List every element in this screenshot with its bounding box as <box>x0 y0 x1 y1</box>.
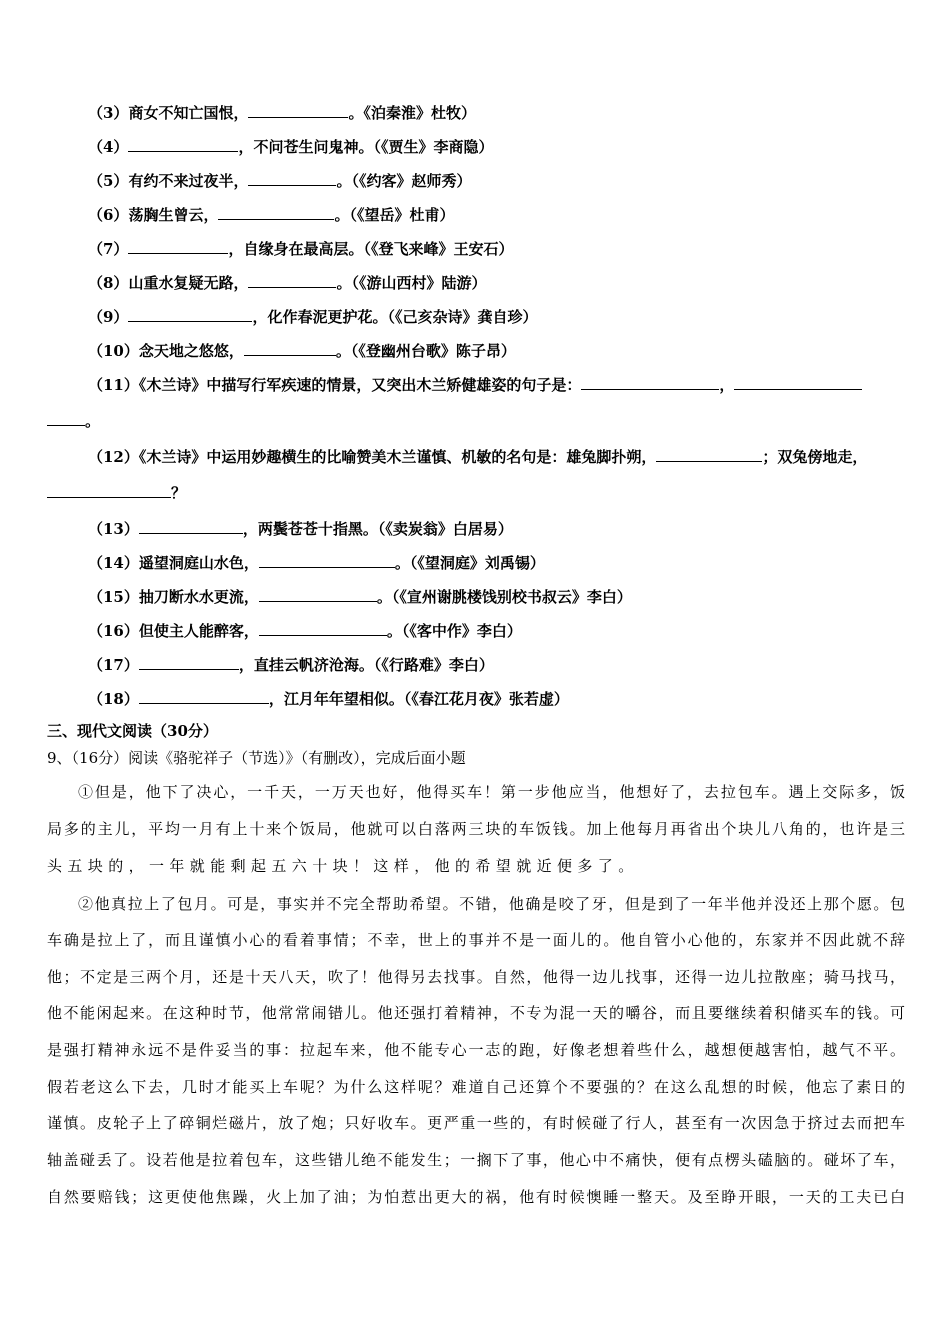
verse-after: ，不问苍生问鬼神。（《贾生》李商隐） <box>238 138 494 156</box>
fill-in-question <box>88 171 471 191</box>
passage-line: ②他真拉上了包月。可是，事实并不完全帮助希望。不错，他确是咬了牙，但是到了一年半他并没还上那个愿。包 <box>78 895 905 913</box>
answer-blank[interactable] <box>656 447 762 462</box>
answer-blank[interactable] <box>128 239 228 254</box>
answer-blank[interactable] <box>139 519 243 534</box>
verse-after: 。（《望岳》杜甫） <box>334 206 455 224</box>
verse-before: 荡胸生曾云， <box>128 206 219 224</box>
question-number: （8） <box>88 274 129 292</box>
question-number: （4） <box>88 138 129 156</box>
question-number: （6） <box>88 206 129 224</box>
passage-line: 头五块的，一年就能剩起五六十块！这样，他的希望就近便多了。 <box>47 857 639 875</box>
fill-in-question <box>88 689 569 709</box>
end-mark: ？ <box>171 484 187 502</box>
verse-after: 。（《客中作》李白） <box>386 622 522 640</box>
verse-after: 。（《宣州谢朓楼饯别校书叔云》李白） <box>376 588 632 606</box>
answer-blank[interactable] <box>248 103 348 118</box>
fill-in-question <box>88 205 454 225</box>
fill-in-question <box>88 587 632 607</box>
fill-in-question <box>88 137 493 157</box>
question-text: （12）《木兰诗》中运用妙趣横生的比喻赞美木兰谨慎、机敏的名句是：雄兔脚扑朔， <box>88 448 657 466</box>
fill-in-question <box>88 307 537 327</box>
answer-blank[interactable] <box>47 411 85 426</box>
fill-in-question-12-cont <box>47 483 186 503</box>
fill-in-question <box>88 553 545 573</box>
question-number: （9） <box>88 308 129 326</box>
question-number: （16） <box>88 622 139 640</box>
answer-blank[interactable] <box>128 307 252 322</box>
passage-line: 他不能闲起来。在这种时节，他常常闹错儿。他还强打着精神，不专为混一天的嚼谷，而且要继续着积储买车的钱。可 <box>47 1004 905 1022</box>
passage-line: 他；不定是三两个月，还是十天八天，吹了！他得另去找事。自然，他得一边儿找事，还得一边儿拉散座；骑马找马， <box>47 968 905 986</box>
question-number: （10） <box>88 342 139 360</box>
question-number: （7） <box>88 240 129 258</box>
separator: ， <box>719 376 735 394</box>
answer-blank[interactable] <box>139 655 239 670</box>
fill-in-question <box>88 341 516 361</box>
answer-blank[interactable] <box>244 341 336 356</box>
answer-blank[interactable] <box>734 375 862 390</box>
verse-after: 。（《望洞庭》刘禹锡） <box>394 554 545 572</box>
question-number: （18） <box>88 690 139 708</box>
verse-after: 。（《约客》赵师秀） <box>336 172 472 190</box>
question-text: （11）《木兰诗》中描写行军疾速的情景，又突出木兰矫健雄姿的句子是： <box>88 376 582 394</box>
end-mark: 。 <box>85 412 101 430</box>
verse-after: ，自缘身在最高层。（《登飞来峰》王安石） <box>228 240 514 258</box>
answer-blank[interactable] <box>218 205 334 220</box>
verse-after: ，化作春泥更护花。（《己亥杂诗》龚自珍） <box>252 308 538 326</box>
passage-line: 谨慎。皮轮子上了碎铜烂磁片，放了炮；只好收车。更严重一些的，有时候碰了行人，甚至有一次因急于挤过去而把车 <box>47 1114 905 1132</box>
question-number: （15） <box>88 588 139 606</box>
verse-before: 山重水复疑无路， <box>128 274 249 292</box>
question-number: （5） <box>88 172 129 190</box>
fill-in-question <box>88 103 476 123</box>
verse-after: 。（《游山西村》陆游） <box>336 274 487 292</box>
passage-line: ①但是，他下了决心，一千天，一万天也好，他得买车！第一步他应当，他想好了，去拉包车。遇上交际多，饭 <box>78 783 905 801</box>
question-9-prompt: 9、（16分）阅读《骆驼祥子（节选）》（有删改），完成后面小题 <box>47 749 466 767</box>
answer-blank[interactable] <box>259 621 387 636</box>
fill-in-question <box>88 239 513 259</box>
verse-after: 。（《登幽州台歌》陈子昂） <box>335 342 516 360</box>
passage-line: 自然要赔钱；这更使他焦躁，火上加了油；为怕惹出更大的祸，他有时候懊睡一整天。及至睁开眼，一天的工夫已白 <box>47 1188 905 1206</box>
fill-in-question <box>88 655 494 675</box>
answer-blank[interactable] <box>47 483 171 498</box>
section-heading: 三、现代文阅读（30分） <box>47 722 218 740</box>
answer-blank[interactable] <box>248 273 336 288</box>
passage-line: 局多的主儿，平均一月有上十来个饭局，他就可以白落两三块的车饭钱。加上他每月再省出个块儿八角的，也许是三 <box>47 820 905 838</box>
verse-before: 念天地之悠悠， <box>138 342 244 360</box>
answer-blank[interactable] <box>259 553 395 568</box>
verse-after: 。《泊秦淮》杜牧） <box>348 104 476 122</box>
answer-blank[interactable] <box>259 587 377 602</box>
passage-line: 车确是拉上了，而且谨慎小心的看着事情；不幸，世上的事并不是一面儿的。他自管小心他的，东家并不因此就不辞 <box>47 931 905 949</box>
fill-in-question-12 <box>88 447 867 467</box>
answer-blank[interactable] <box>248 171 336 186</box>
answer-blank[interactable] <box>128 137 238 152</box>
verse-before: 但使主人能醉客， <box>138 622 259 640</box>
question-number: （17） <box>88 656 139 674</box>
question-number: （13） <box>88 520 139 538</box>
passage-line: 轴盖碰丢了。设若他是拉着包车，这些错儿绝不能发生；一搁下了事，他心中不痛快，便有点楞头磕脑的。碰坏了车， <box>47 1151 905 1169</box>
answer-blank[interactable] <box>581 375 719 390</box>
verse-before: 遥望洞庭山水色， <box>138 554 259 572</box>
verse-after: ，两鬓苍苍十指黑。（《卖炭翁》白居易） <box>242 520 513 538</box>
verse-after: ，直挂云帆济沧海。（《行路难》李白） <box>238 656 494 674</box>
verse-before: 有约不来过夜半， <box>128 172 249 190</box>
answer-blank[interactable] <box>139 689 269 704</box>
fill-in-question-11-cont <box>47 411 100 431</box>
verse-before: 商女不知亡国恨， <box>128 104 249 122</box>
passage-line: 是强打精神永远不是件妥当的事：拉起车来，他不能专心一志的跑，好像老想着些什么，越想便越害怕，越气不平。 <box>47 1041 905 1059</box>
verse-after: ，江月年年望相似。（《春江花月夜》张若虚） <box>268 690 569 708</box>
question-mid: ；双兔傍地走， <box>762 448 868 466</box>
verse-before: 抽刀断水水更流， <box>138 588 259 606</box>
question-number: （14） <box>88 554 139 572</box>
fill-in-question-11 <box>88 375 862 395</box>
fill-in-question <box>88 273 486 293</box>
fill-in-question <box>88 519 513 539</box>
question-number: （3） <box>88 104 129 122</box>
fill-in-question <box>88 621 522 641</box>
passage-line: 假若老这么下去，几时才能买上车呢？为什么这样呢？难道自己还算个不要强的？在这么乱想的时候，他忘了素日的 <box>47 1078 905 1096</box>
